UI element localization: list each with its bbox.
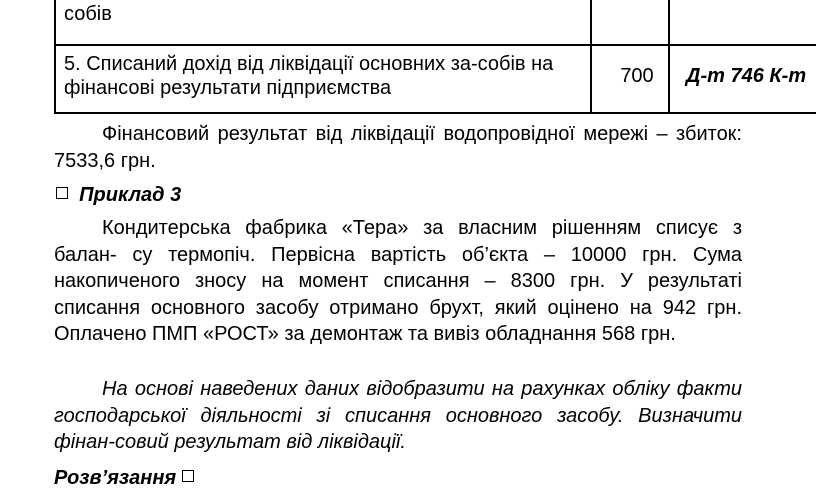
table-row5-description: 5. Списаний дохід від ліквідації основних за-собів на фінансові результати підприємства bbox=[64, 53, 554, 99]
accounting-table bbox=[54, 0, 816, 114]
table-divider-1 bbox=[590, 0, 592, 114]
example-heading bbox=[56, 184, 181, 207]
result-paragraph: Фінансовий результат від ліквідації водопровідної мережі – збиток: 7533,6 грн. bbox=[54, 123, 742, 172]
table-border-bottom bbox=[54, 112, 816, 114]
example-body: Кондитерська фабрика «Тера» за власним рішенням списує з балан- су термопіч. Первісна вартість об’єкта – 10000 грн. Сума накопиченого зносу на момент списання – 8300 грн. У результаті списання основного засобу отримано брухт, який оцінено на 942 грн. Оплачено ПМП «РОСТ» за демонтаж та вивіз обладнання 568 грн. bbox=[54, 217, 742, 345]
table-row5-entry-cell bbox=[676, 46, 816, 106]
example-task: На основі наведених даних відобразити на рахунках обліку факти господарської діяльності зі списання основного засобу. Визначити фінан-совий результат від ліквідації. bbox=[54, 378, 742, 453]
table-row5-amount: 700 bbox=[620, 65, 654, 87]
table-prev-row-text: собів bbox=[64, 3, 112, 25]
solution-heading-text: Розв’язання bbox=[54, 467, 177, 489]
table-divider-2 bbox=[668, 0, 670, 114]
solution-heading bbox=[54, 467, 194, 490]
square-bullet-icon bbox=[56, 187, 68, 199]
table-row5-entry: Д-т 746 К-т bbox=[686, 65, 807, 87]
table-border-left bbox=[54, 0, 56, 114]
square-bullet-icon bbox=[182, 470, 194, 482]
example-heading-text: Приклад 3 bbox=[79, 184, 182, 206]
